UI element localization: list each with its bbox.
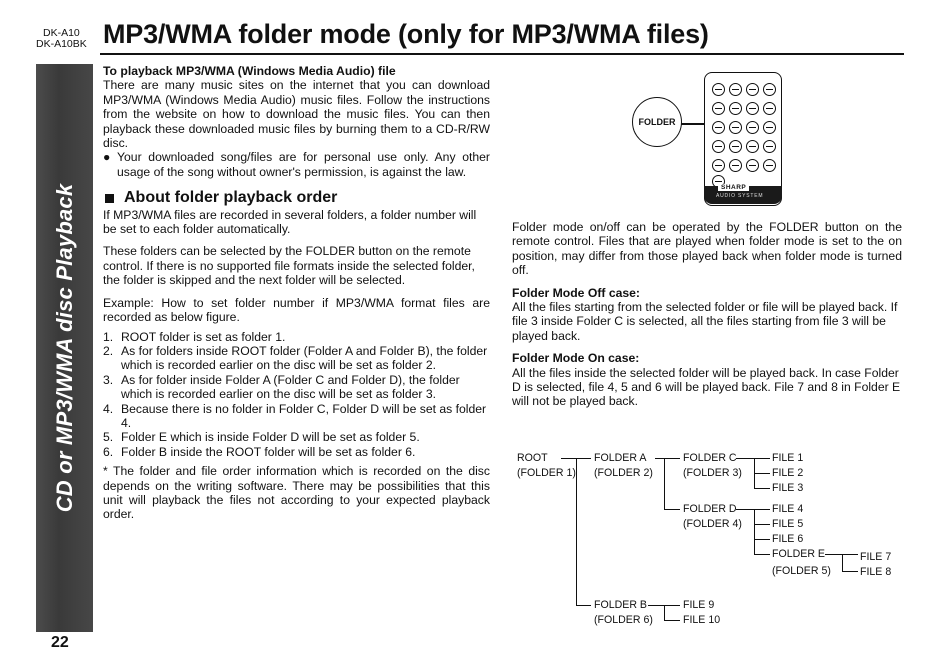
tree-file-label: FILE 2 bbox=[772, 467, 804, 479]
list-item: 5. Folder E which is inside Folder D will be set as folder 5. bbox=[103, 430, 420, 445]
note-paragraph: * The folder and file order information which is recorded on the disc depends on the writing software. There may be possibilities that this unit will playback the files not according to your expected playback order. bbox=[103, 464, 490, 522]
page-title: MP3/WMA folder mode (only for MP3/WMA files) bbox=[103, 19, 709, 49]
playback-paragraph: There are many music sites on the internet that you can download MP3/WMA (Windows Media Audio) music files. Follow the instructions from the website on how to download the music files. You can then playback these downloaded music files by burning them to a CD-R/RW disc. bbox=[103, 78, 490, 151]
model-line-2: DK-A10BK bbox=[36, 38, 87, 50]
model-line-1: DK-A10 bbox=[43, 27, 80, 39]
playback-heading: To playback MP3/WMA (Windows Media Audio) file bbox=[103, 64, 396, 78]
tree-file-label: FILE 1 bbox=[772, 452, 804, 464]
tree-folder-e-number: (FOLDER 5) bbox=[772, 565, 831, 577]
tree-folder-a-label: FOLDER A bbox=[594, 452, 647, 464]
folder-mode-on-paragraph: All the files inside the selected folder will be played back. In case Folder D is selected, file 4, 5 and 6 will be played back. File 7 and 8 in Folder E will not be played back. bbox=[512, 365, 901, 409]
tree-folder-b-label: FOLDER B bbox=[594, 599, 647, 611]
tree-file-label: FILE 9 bbox=[683, 599, 715, 611]
folder-mode-off-heading: Folder Mode Off case: bbox=[512, 285, 640, 300]
tree-folder-c-number: (FOLDER 3) bbox=[683, 467, 742, 479]
list-item: 6. Folder B inside the ROOT folder will be set as folder 6. bbox=[103, 444, 416, 459]
tree-file-label: FILE 10 bbox=[683, 614, 721, 626]
paragraph-folder-numbering: If MP3/WMA files are recorded in several folders, a folder number will be set to each folder automatically. bbox=[103, 207, 477, 237]
tree-file-label: FILE 8 bbox=[860, 566, 892, 578]
list-item: 4. Because there is no folder in Folder C, Folder D will be set as folder 4. bbox=[103, 401, 487, 430]
tree-root-label: ROOT bbox=[517, 452, 548, 464]
tree-file-label: FILE 3 bbox=[772, 482, 804, 494]
tree-folder-d-label: FOLDER D bbox=[683, 503, 737, 515]
remote-brand-sub-label: AUDIO SYSTEM bbox=[716, 193, 764, 199]
folder-mode-off-paragraph: All the files starting from the selected folder or file will be played back. If file 3 inside Folder C is selected, all the files starting from file 3 will be played back. bbox=[512, 300, 898, 343]
page-number: 22 bbox=[51, 634, 69, 651]
bullet-dot-icon: ● bbox=[103, 150, 111, 165]
tree-folder-a-number: (FOLDER 2) bbox=[594, 467, 653, 479]
folder-mode-intro: Folder mode on/off can be operated by the FOLDER button on the remote control. Files that are played when folder mode is set to the on position, may differ from those played back when folder mode is turned off. bbox=[512, 220, 902, 278]
tree-folder-b-number: (FOLDER 6) bbox=[594, 614, 653, 626]
tree-file-label: FILE 6 bbox=[772, 533, 804, 545]
list-item: 3. As for folder inside Folder A (Folder C and Folder D), the folder which is recorded earlier on the disc will be set as folder 3. bbox=[103, 372, 460, 402]
section-heading-text: About folder playback order bbox=[124, 189, 338, 207]
remote-brand-label: SHARP bbox=[718, 184, 749, 191]
tree-file-label: FILE 7 bbox=[860, 551, 892, 563]
sidebar-label: CD or MP3/WMA disc Playback bbox=[51, 183, 77, 513]
folder-callout-label: FOLDER bbox=[638, 117, 676, 127]
tree-file-label: FILE 4 bbox=[772, 503, 804, 515]
list-item: 1. ROOT folder is set as folder 1. bbox=[103, 329, 286, 344]
bullet-text: Your downloaded song/files are for personal use only. Any other usage of the song without owner's permission, is against the law. bbox=[117, 150, 490, 179]
paragraph-example: Example: How to set folder number if MP3/WMA format files are recorded as below figure. bbox=[103, 295, 490, 325]
tree-root-number: (FOLDER 1) bbox=[517, 467, 576, 479]
tree-file-label: FILE 5 bbox=[772, 518, 804, 530]
tree-folder-c-label: FOLDER C bbox=[683, 452, 737, 464]
folder-mode-on-heading: Folder Mode On case: bbox=[512, 351, 640, 366]
tree-folder-e-label: FOLDER E bbox=[772, 548, 825, 560]
tree-folder-d-number: (FOLDER 4) bbox=[683, 518, 742, 530]
list-item: 2. As for folders inside ROOT folder (Folder A and Folder B), the folder which is recorded earlier on the disc will be set as folder 2. bbox=[103, 343, 488, 373]
paragraph-folder-selection: These folders can be selected by the FOLDER button on the remote control. If there is no supported file formats inside the selected folder, the folder is skipped and the next folder will be selected. bbox=[103, 244, 475, 288]
